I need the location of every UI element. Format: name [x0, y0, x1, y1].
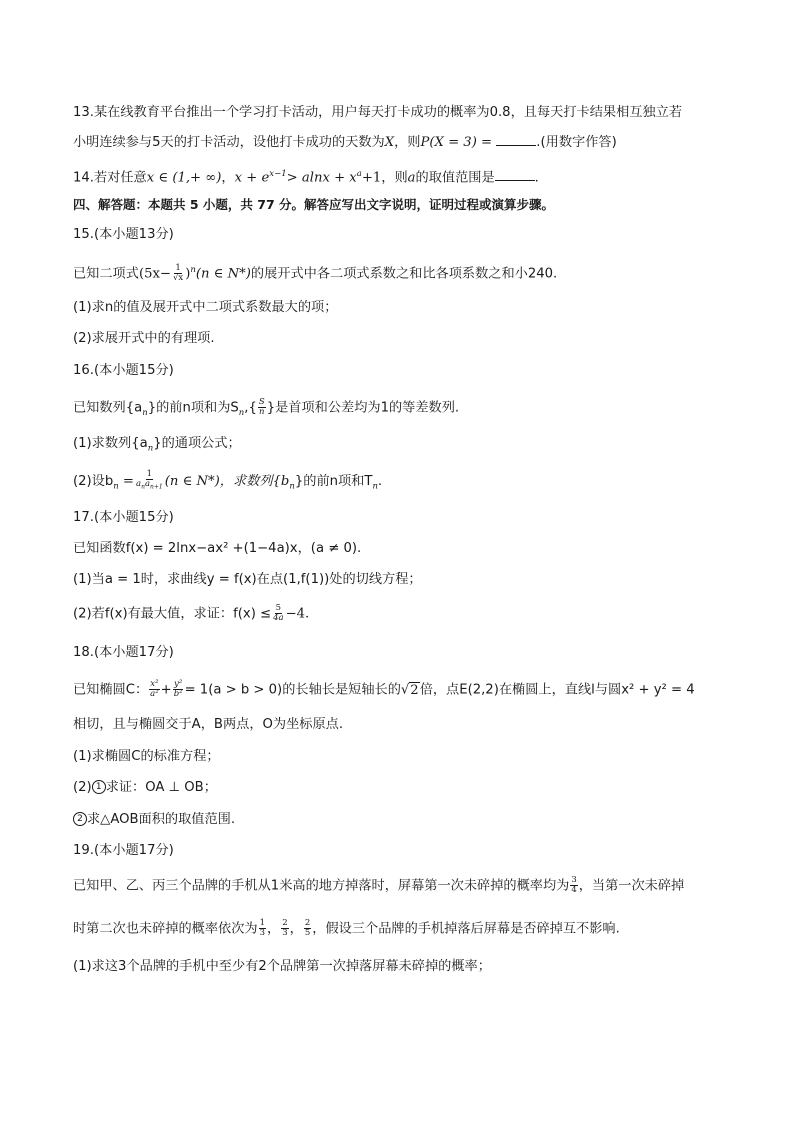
- circled-two-icon: 2: [73, 812, 87, 826]
- q15-fraction: $\frac{1}{√x}$: [172, 262, 184, 283]
- q16-fraction-b: $\frac{1}{a_na_{n+1}}$: [135, 469, 163, 491]
- q19-fraction-1: $\frac{1}{3}$: [259, 918, 266, 938]
- q17-part2: (2)若f(x)有最大值，求证：f(x) ≤ $\frac{5}{4a}$ −4.: [73, 603, 310, 623]
- q14-line: 14.若对任意x ∈ (1,+ ∞)，$x + e^{x-1}> alnx + x^a+1$，则a的取值范围是 .: [73, 169, 539, 186]
- q18-fraction-y: $\frac{\text{y²}}{\text{b²}}$: [173, 679, 183, 699]
- q16-part2: (2)设$b_n$ = $\frac{1}{a_na_{n+1}}$ (n ∈ N*)，求数列$\{b_n\}$的前n项和$T_n$.: [73, 469, 383, 492]
- q18-stem: 已知椭圆C： $\frac{\text{x²}}{\text{a²}}$ + $\frac{\text{y²}}{\text{b²}}$ = 1(a > b > 0)的长轴长是短轴长的√2倍，点E(2,2)在椭圆上，直线l与圆x² + y² = 4: [73, 679, 695, 699]
- q19-stem: 已知甲、乙、丙三个品牌的手机从1米高的地方掉落时，屏幕第一次未碎掉的概率均为 $\frac{3}{4}$ ，当第一次未碎掉: [73, 875, 685, 895]
- q18-part1: (1)求椭圆C的标准方程；: [73, 749, 220, 764]
- q18-title: 18.(本小题17分): [73, 645, 174, 660]
- q16-stem: 已知数列$\{a_n\}$的前n项和为$S_n$,{ $\frac{S}{n}$ }是首项和公差均为1的等差数列.: [73, 397, 460, 419]
- q13-answer-blank: [496, 133, 536, 146]
- q16-part1: (1)求数列$\{a_n\}$的通项公式；: [73, 436, 241, 454]
- q18-fraction-x: $\frac{\text{x²}}{\text{a²}}$: [150, 679, 159, 699]
- q17-stem: 已知函数f(x) = 2lnx−ax² +(1−4a)x，(a ≠ 0).: [73, 541, 362, 556]
- q18-stem-cont: 相切，且与椭圆交于A，B两点，O为坐标原点.: [73, 717, 344, 732]
- q19-fraction-3: $\frac{2}{5}$: [304, 918, 311, 938]
- q13-prob-expr: P(X = 3) =: [420, 135, 493, 150]
- q15-part2: (2)求展开式中的有理项.: [73, 331, 215, 346]
- q15-stem: 已知二项式(5x− $\frac{1}{√x}$ )$^n$(n ∈ N*)的展开式中各二项式系数之和比各项系数之和小240.: [73, 262, 558, 283]
- q19-fraction-2: $\frac{2}{3}$: [282, 918, 288, 938]
- q19-stem-cont: 时第二次也未碎掉的概率依次为 $\frac{1}{3}$ ， $\frac{2}{3}$ ， $\frac{2}{5}$ ，假设三个品牌的手机掉落后屏幕是否碎掉互不影响.: [73, 918, 620, 938]
- q14-answer-blank: [495, 168, 535, 181]
- q17-part1: (1)当a = 1时，求曲线y = f(x)在点(1,f(1))处的切线方程；: [73, 572, 422, 587]
- q13-line1: 13.某在线教育平台推出一个学习打卡活动，用户每天打卡成功的概率为0.8，且每天打卡结果相互独立若: [73, 105, 683, 120]
- q13-line2: 小明连续参与5天的打卡活动，设他打卡成功的天数为X，则P(X = 3) = .(用数字作答): [73, 135, 617, 150]
- q19-title: 19.(本小题17分): [73, 843, 174, 858]
- q18-part3: 2 求△AOB面积的取值范围.: [73, 810, 235, 830]
- q18-part2: (2) 1 求证：OA ⊥ OB；: [73, 780, 217, 795]
- q15-title: 15.(本小题13分): [73, 227, 174, 242]
- q16-title: 16.(本小题15分): [73, 363, 174, 378]
- q19-fraction: $\frac{3}{4}$: [571, 875, 577, 895]
- q17-title: 17.(本小题15分): [73, 510, 174, 525]
- q18-sqrt: √2: [400, 682, 419, 698]
- q16-fraction: $\frac{S}{n}$: [258, 397, 265, 417]
- q17-fraction: $\frac{5}{4a}$: [273, 603, 284, 623]
- q19-part1: (1)求这3个品牌的手机中至少有2个品牌第一次掉落屏幕未碎掉的概率；: [73, 959, 491, 974]
- circled-one-icon: 1: [92, 780, 106, 794]
- section-heading: 四、解答题：本题共 5 小题，共 77 分。解答应写出文字说明，证明过程或演算步骤。: [73, 197, 555, 212]
- q15-part1: (1)求n的值及展开式中二项式系数最大的项；: [73, 300, 338, 315]
